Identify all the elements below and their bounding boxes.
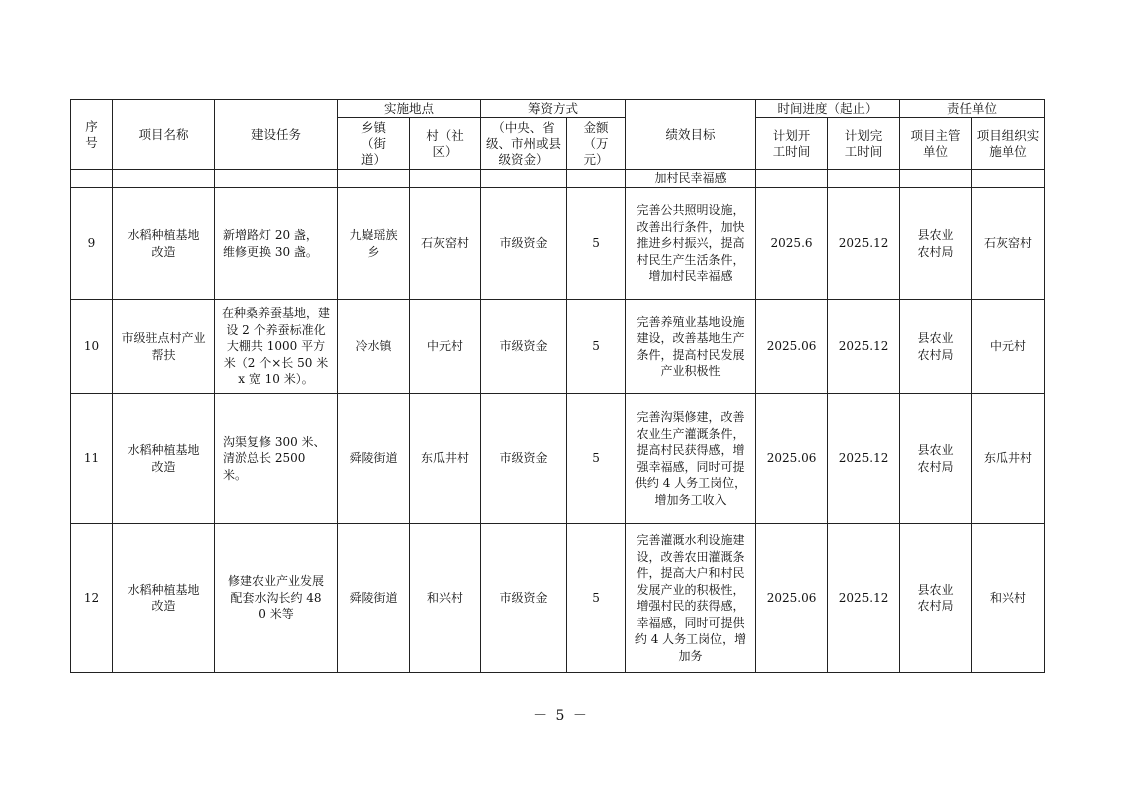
header-target: 绩效目标 [626,100,756,170]
table-header [71,100,1045,170]
row-name: 市级驻点村产业帮扶 [113,300,215,394]
header-seq: 序号 [71,100,113,170]
row-seq: 10 [71,300,113,394]
row-amount: 5 [567,188,626,300]
row-end-time: 2025.12 [828,524,900,673]
table-row [71,524,1045,673]
row-start-time: 2025.06 [756,394,828,524]
header-end-time: 计划完工时间 [828,118,900,170]
row-village: 东瓜井村 [410,394,481,524]
header-task: 建设任务 [215,100,338,170]
row-village: 中元村 [410,300,481,394]
header-location: 实施地点 [338,100,481,118]
row-implementer: 东瓜井村 [972,394,1045,524]
row-name: 水稻种植基地改造 [113,524,215,673]
project-table [70,99,1045,673]
header-funding: 筹资方式 [481,100,626,118]
row-authority: 县农业农村局 [900,300,972,394]
table-row [71,394,1045,524]
row-task: 沟渠复修 300 米、清淤总长 2500 米。 [215,394,338,524]
row-seq: 11 [71,394,113,524]
row-task: 在种桑养蚕基地，建设 2 个养蚕标准化大棚共 1000 平方米（2 个×长 50 米 x 宽 10 米）。 [215,300,338,394]
row-town: 冷水镇 [338,300,410,394]
row-amount: 5 [567,394,626,524]
header-funding-source: （中央、省级、市州或县级资金） [481,118,567,170]
row-task: 修建农业产业发展配套水沟长约 480 米等 [215,524,338,673]
header-name: 项目名称 [113,100,215,170]
row-authority: 县农业农村局 [900,188,972,300]
row-amount: 5 [567,524,626,673]
row-implementer: 石灰窑村 [972,188,1045,300]
row-town: 舜陵街道 [338,394,410,524]
row-end-time: 2025.12 [828,188,900,300]
row-town: 九嶷瑶族乡 [338,188,410,300]
header-schedule: 时间进度（起止） [756,100,900,118]
continuation-target: 加村民幸福感 [626,170,756,188]
row-funding-source: 市级资金 [481,524,567,673]
row-funding-source: 市级资金 [481,188,567,300]
row-target: 完善沟渠修建，改善农业生产灌溉条件，提高村民获得感，增强幸福感，同时可提供约 4 人务工岗位，增加务工收入 [626,394,756,524]
page-number: － 5 － [533,708,589,724]
continuation-row [71,170,1045,188]
row-town: 舜陵街道 [338,524,410,673]
header-authority: 项目主管单位 [900,118,972,170]
row-end-time: 2025.12 [828,394,900,524]
header-start-time: 计划开工时间 [756,118,828,170]
row-village: 和兴村 [410,524,481,673]
header-village: 村（社区） [410,118,481,170]
header-amount: 金额（万元） [567,118,626,170]
table-row [71,300,1045,394]
row-target: 完善灌溉水利设施建设，改善农田灌溉条件，提高大户和村民发展产业的积极性，增强村民的获得感，幸福感，同时可提供约 4 人务工岗位，增加务 [634,533,747,663]
row-funding-source: 市级资金 [481,394,567,524]
row-name: 水稻种植基地改造 [113,188,215,300]
header-town: 乡镇（街道） [338,118,410,170]
row-seq: 12 [71,524,113,673]
row-start-time: 2025.06 [756,300,828,394]
row-village: 石灰窑村 [410,188,481,300]
row-target: 完善公共照明设施，改善出行条件，加快推进乡村振兴，提高村民生产生活条件，增加村民幸福感 [626,188,756,300]
row-seq: 9 [71,188,113,300]
row-implementer: 中元村 [972,300,1045,394]
row-name: 水稻种植基地改造 [113,394,215,524]
row-funding-source: 市级资金 [481,300,567,394]
row-start-time: 2025.06 [756,524,828,673]
row-amount: 5 [567,300,626,394]
table-row [71,188,1045,300]
header-responsibility: 责任单位 [900,100,1045,118]
row-implementer: 和兴村 [972,524,1045,673]
row-target: 完善养殖业基地设施建设，改善基地生产条件，提高村民发展产业积极性 [626,300,756,394]
row-start-time: 2025.6 [756,188,828,300]
row-end-time: 2025.12 [828,300,900,394]
row-authority: 县农业农村局 [900,524,972,673]
row-task: 新增路灯 20 盏，维修更换 30 盏。 [215,188,338,300]
header-implementer: 项目组织实施单位 [972,118,1045,170]
row-authority: 县农业农村局 [900,394,972,524]
